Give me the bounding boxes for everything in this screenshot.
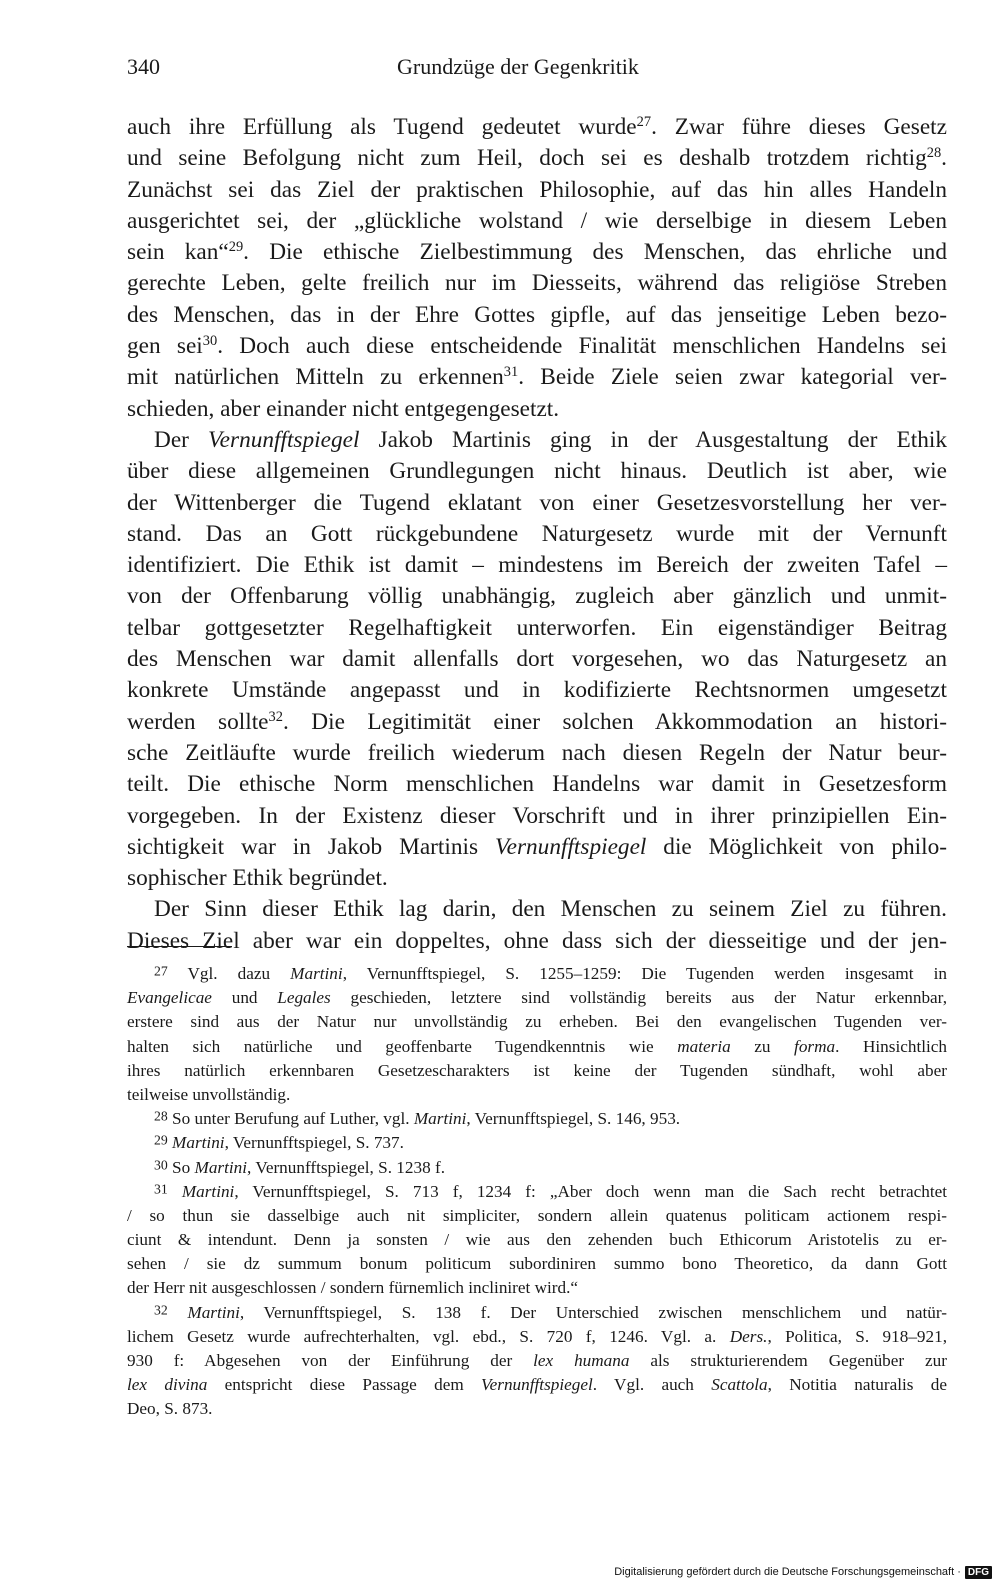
text-run: . Die Legitimität einer solchen Akkommodation an histori- [282,708,947,735]
text-run: auch ihre Erfüllung als Tugend gedeutet wurde [127,114,637,140]
text-line [127,362,947,393]
text-run: , Vernunfftspiegel, S. 713 f, 1234 f: „Aber doch wenn man die Sach recht betrachtet [234,1181,947,1201]
text-run: . Zwar führe dieses Gesetz [651,114,947,140]
dfg-logo-icon: DFG [965,1566,992,1579]
footnote-line [127,1010,947,1034]
text-line [127,268,947,299]
text-run: Jakob Martinis ging in der Ausgestaltung der Ethik [359,426,947,453]
text-line [127,675,947,706]
italic-text: lex divina [127,1375,208,1395]
text-run: , Vernunfftspiegel, S. 1238 f. [247,1157,445,1177]
text-run: vorgegeben. In der Existenz dieser Vorschrift und in ihrer prinzipiellen Ein- [127,802,947,829]
main-text [127,112,947,957]
footnote-line [127,1276,947,1300]
text-run: ausgerichtet sei, der „glückliche wolstand / wie derselbige in diesem Leben [127,207,947,234]
text-run: gerechte Leben, gelte freilich nur im Diesseits, während das religiöse Streben [127,270,947,297]
text-run: des Menschen war damit allenfalls dort vorgesehen, wo das Naturgesetz an [127,646,947,673]
text-run: des Menschen, das in der Ehre Gottes gipfle, auf das jenseitige Leben bezo- [127,301,947,328]
text-run: konkrete Umstände angepasst und in kodifizierte Rechtsnormen umgesetzt [127,677,947,704]
digitization-credit [614,1562,992,1582]
text-run: gen sei [127,333,203,360]
text-run: mit natürlichen Mitteln zu erkennen [127,364,504,391]
text-run: , Vernunfftspiegel, S. 146, 953. [466,1109,681,1129]
text-line [127,519,947,550]
footnote-line [127,1252,947,1276]
footnote-line [127,1301,947,1325]
footnote-line [127,1204,947,1228]
footnote-line [127,1156,947,1180]
footnote-line [127,1059,947,1083]
text-line [127,926,947,957]
footnote-ref: 27 [154,963,168,979]
italic-text: Martini [172,1133,225,1153]
text-run: . Die ethische Zielbestimmung des Menschen, das ehrliche und [243,239,947,266]
text-run: , Notitia naturalis de [767,1375,947,1395]
text-line [127,206,947,237]
text-run: , Vernunfftspiegel, S. 1255–1259: Die Tugenden werden insgesamt in [342,964,947,983]
text-run [168,1182,182,1201]
footnotes [127,962,947,1422]
text-run: und [211,988,278,1008]
text-run: . Beide Ziele seien zwar kategorial ver- [518,364,947,391]
text-run [168,1303,188,1322]
italic-text: Martini [413,1109,467,1129]
italic-text: materia [677,1036,731,1056]
text-line [127,863,947,894]
footnote-line [127,962,947,986]
footnote-line [127,1083,947,1107]
text-run: schieden, aber einander nicht entgegengesetzt. [127,395,560,422]
running-head: Grundzüge der Gegenkritik [397,54,639,79]
text-line [127,425,947,456]
footnote-line [127,1349,947,1373]
italic-text: Vernunfftspiegel [481,1375,593,1395]
footnote-ref: 30 [154,1157,168,1173]
italic-text: Scattola [711,1375,768,1395]
footnote-ref: 31 [154,1181,168,1197]
text-run: , Politica, S. 918–921, [767,1326,947,1346]
text-line [127,707,947,738]
footnote-line [127,986,947,1010]
text-run: zu [730,1036,795,1056]
text-run: teilt. Die ethische Norm menschlichen Handelns war damit in Gesetzesform [127,771,947,798]
text-line [127,112,947,143]
footnote-line [127,1035,947,1059]
text-run: erstere sind aus der Natur nur unvollständig zu erheben. Bei den evangelischen Tugenden ver- [127,1012,947,1032]
text-line [127,488,947,519]
italic-text: Evangelicae [127,988,212,1008]
text-run: telbar gottgesetzter Regelhaftigkeit unterworfen. Ein eigenständiger Beitrag [127,614,947,641]
text-run: ihres natürlich erkennbaren Gesetzescharakters ist keine der Tugenden sündhaft, wohl aber [127,1060,947,1080]
text-run: . Hinsichtlich [835,1036,947,1056]
text-line [127,894,947,925]
text-run: ciunt & intendunt. Denn ja sonsten / wie aus den zehenden buch Ethicorum Aristotelis zu er- [127,1230,947,1250]
italic-text: Vernunfftspiegel [494,833,647,860]
footnote-line [127,1107,947,1131]
text-run: sichtigkeit war in Jakob Martinis [127,833,495,860]
text-run: die Möglichkeit von philo- [646,833,947,860]
text-line [127,581,947,612]
footnote-ref: 32 [268,708,283,725]
text-line [127,331,947,362]
text-line [127,143,947,174]
text-run: Der [154,426,209,453]
footnote-line [127,1397,947,1421]
credit-text: Digitalisierung gefördert durch die Deutsche Forschungsgemeinschaft · [614,1566,961,1578]
text-run: stand. Das an Gott rückgebundene Naturgesetz wurde mit der Vernunft [127,520,947,547]
text-run: So unter Berufung auf Luther, vgl. [167,1109,414,1129]
footnote-separator [127,946,232,947]
text-run: werden sollte [127,708,269,735]
text-run: halten sich natürliche und geoffenbarte Tugendkenntnis wie [127,1036,678,1056]
footnote-line [127,1373,947,1397]
footnote-line [127,1228,947,1252]
footnote-ref: 28 [154,1108,168,1124]
footnote-ref: 31 [503,364,519,381]
text-run: sehen / sie dz summum bonum politicum subordiniren summo bono Theoretico, da dann Gott [127,1254,947,1274]
text-line [127,300,947,331]
italic-text: Martini [181,1181,235,1201]
text-run: , Vernunfftspiegel, S. 737. [224,1133,404,1153]
text-run: der Herr nit ausgeschlossen / sondern fürnemlich incliniret wird.“ [127,1278,579,1298]
text-run: Vgl. dazu [167,964,291,983]
text-run: als strukturierendem Gegenüber zur [629,1351,947,1370]
text-run: und seine Befolgung nicht zum Heil, doch sei es deshalb trotzdem richtig [127,145,927,172]
footnote-ref: 29 [228,239,244,256]
text-line [127,175,947,206]
text-run: . Doch auch diese entscheidende Finalität menschlichen Handelns sei [217,333,947,360]
italic-text: Martini [194,1157,248,1177]
footnote-ref: 28 [926,145,942,162]
text-run: sein kan“ [127,239,229,266]
text-line [127,550,947,581]
text-run: von der Offenbarung völlig unabhängig, zugleich aber gänzlich und unmit- [127,583,947,610]
italic-text: Martini [290,964,343,983]
text-run: geschieden, letztere sind vollständig bereits aus der Natur erkennbar, [330,988,947,1008]
text-run: lichem Gesetz wurde aufrechterhalten, vgl. ebd., S. 720 f, 1246. Vgl. a. [127,1326,730,1346]
italic-text: lex humana [533,1351,630,1370]
text-run: / so thun sie dasselbige auch nit simpliciter, sondern allein quatenus politicam actionem respi- [127,1205,947,1225]
text-run: über diese allgemeinen Grundlegungen nicht hinaus. Deutlich ist aber, wie [127,458,947,485]
text-run: . [941,145,947,172]
footnote-ref: 27 [636,114,652,131]
text-line [127,613,947,644]
text-run: Zunächst sei das Ziel der praktischen Philosophie, auf das hin alles Handeln [127,176,947,203]
footnote-ref: 30 [202,333,218,350]
page-number: 340 [127,54,160,79]
text-line [127,738,947,769]
text-line [127,801,947,832]
footnote-ref: 29 [154,1132,168,1148]
footnote-ref: 32 [154,1302,168,1318]
italic-text: forma [794,1036,836,1056]
text-run: sophischer Ethik begründet. [127,865,388,892]
text-run: sche Zeitläufte wurde freilich wiederum nach diesen Regeln der Natur beur- [127,739,947,766]
text-run: So [167,1157,195,1177]
text-line [127,456,947,487]
footnote-line [127,1180,947,1204]
text-run: identifiziert. Die Ethik ist damit – mindestens im Bereich der zweiten Tafel – [127,552,947,579]
text-line [127,237,947,268]
italic-text: Vernunfftspiegel [208,426,360,453]
text-run: teilweise unvollständig. [127,1084,291,1104]
text-run: , Vernunfftspiegel, S. 138 f. Der Unterschied zwischen menschlichem und natür- [239,1302,947,1322]
text-line [127,394,947,425]
text-run: Dieses Ziel aber war ein doppeltes, ohne dass sich der diesseitige und der jen- [127,927,947,954]
text-run: Deo, S. 873. [127,1399,213,1419]
italic-text: Legales [277,988,331,1008]
text-run: . Vgl. auch [592,1375,712,1395]
footnote-line [127,1131,947,1155]
italic-text: Martini [187,1302,240,1322]
text-line [127,769,947,800]
footnote-line [127,1325,947,1349]
text-line [127,644,947,675]
text-run: Der Sinn dieser Ethik lag darin, den Menschen zu seinem Ziel zu führen. [154,896,947,923]
text-run: 930 f: Abgesehen von der Einführung der [127,1351,534,1370]
text-run: der Wittenberger die Tugend eklatant von einer Gesetzesvorstellung her ver- [127,489,947,516]
italic-text: Ders. [729,1326,768,1346]
text-line [127,832,947,863]
text-run: entspricht diese Passage dem [207,1375,482,1395]
page-header [127,54,947,90]
